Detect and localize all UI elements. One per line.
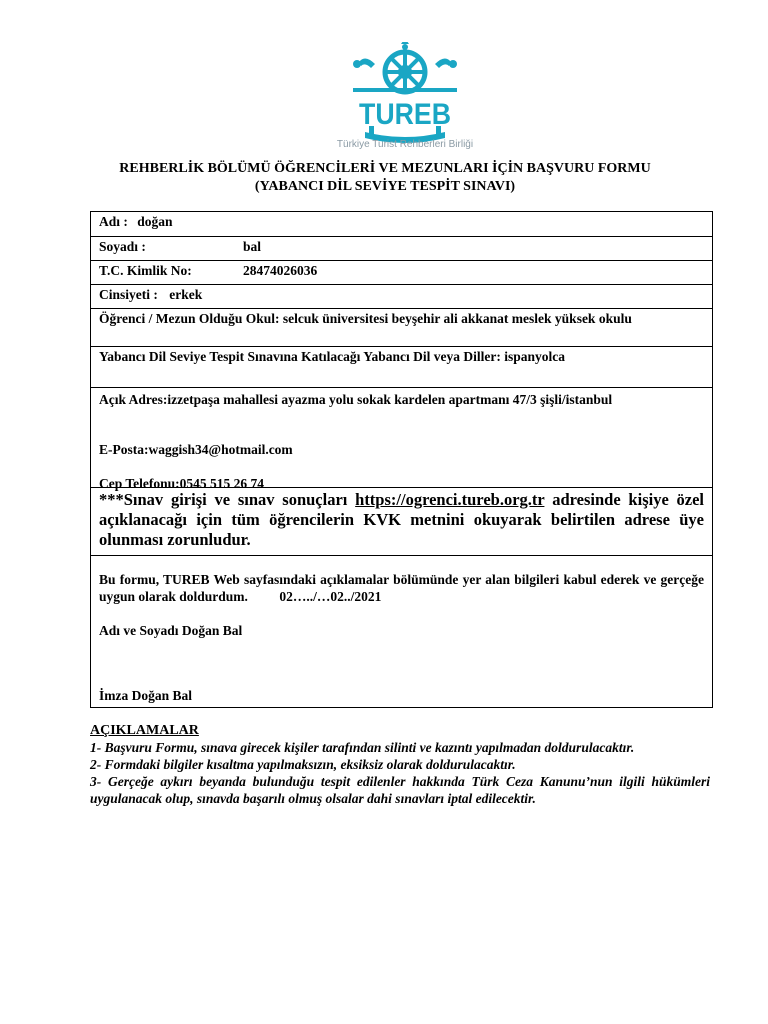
declaration-text: Bu formu, TUREB Web sayfasındaki açıklamalar bölümünde yer alan bilgileri kabul ederek ve gerçeğe uygun olarak doldurdum. bbox=[99, 572, 704, 604]
application-form bbox=[90, 211, 713, 708]
phone-value: 0545 515 26 74 bbox=[179, 476, 265, 491]
gender-row bbox=[91, 285, 712, 309]
logo-text: TUREB bbox=[359, 98, 451, 131]
gender-label: Cinsiyeti : bbox=[99, 287, 158, 302]
notice-prefix: ***Sınav girişi ve sınav sonuçları bbox=[99, 490, 348, 509]
declaration-date: 02…../…02../2021 bbox=[279, 589, 382, 604]
language-value: ispanyolca bbox=[504, 349, 566, 364]
declaration-text-block bbox=[99, 571, 704, 605]
language-row bbox=[91, 347, 712, 388]
name-label: Adı : bbox=[99, 214, 128, 229]
logo-subtitle: Türkiye Turist Rehberleri Birliği bbox=[336, 139, 474, 150]
note-item: 3- Gerçeğe aykırı beyanda bulunduğu tespit edilenler hakkında Türk Ceza Kanunu’nun ilgili hükümleri uygulanacak olup, sınavda başarılı olmuş olsalar dahi sınavları iptal edilecektir. bbox=[90, 774, 710, 806]
applicant-signature: İmza Doğan Bal bbox=[99, 688, 193, 703]
tc-value: 28474026036 bbox=[243, 263, 318, 278]
school-label: Öğrenci / Mezun Olduğu Okul: bbox=[99, 311, 280, 326]
surname-row bbox=[91, 237, 712, 261]
language-label: Yabancı Dil Seviye Tespit Sınavına Katılacağı Yabancı Dil veya Diller: bbox=[99, 349, 501, 364]
school-row bbox=[91, 309, 712, 347]
email-label: E-Posta: bbox=[99, 442, 149, 457]
tc-row bbox=[91, 261, 712, 285]
email-value: waggish34@hotmail.com bbox=[148, 442, 293, 457]
school-value: selcuk üniversitesi beyşehir ali akkanat meslek yüksek okulu bbox=[282, 311, 632, 326]
contact-row bbox=[91, 388, 712, 491]
tureb-logo bbox=[345, 42, 465, 152]
declaration-row bbox=[91, 556, 712, 707]
notice-suffix: adresinde kişiye özel açıklanacağı için tüm öğrencilerin KVK metnini okuyarak belirtilen adrese üye olunması zorunludur. bbox=[99, 490, 705, 549]
phone-label: Cep Telefonu: bbox=[99, 476, 180, 491]
tc-label: T.C. Kimlik No: bbox=[99, 263, 192, 278]
applicant-name: Adı ve Soyadı Doğan Bal bbox=[99, 623, 243, 638]
notice-link[interactable]: https://ogrenci.tureb.org.tr bbox=[355, 490, 545, 509]
note-item: 2- Formdaki bilgiler kısaltma yapılmaksızın, eksiksiz olarak doldurulacaktır. bbox=[90, 757, 516, 772]
notes-section bbox=[90, 722, 710, 807]
name-value: doğan bbox=[137, 214, 173, 229]
note-item: 1- Başvuru Formu, sınava girecek kişiler tarafından silinti ve kazıntı yapılmadan doldurulacaktır. bbox=[90, 740, 635, 755]
notes-heading: AÇIKLAMALAR bbox=[90, 723, 199, 738]
title-line-1: REHBERLİK BÖLÜMÜ ÖĞRENCİLERİ VE MEZUNLARI İÇİN BAŞVURU FORMU bbox=[119, 161, 651, 176]
email-line bbox=[99, 441, 704, 458]
name-row bbox=[91, 212, 712, 237]
gender-value: erkek bbox=[169, 287, 203, 302]
surname-value: bal bbox=[243, 239, 262, 254]
address-line bbox=[99, 391, 704, 408]
title-line-2: (YABANCI DİL SEVİYE TESPİT SINAVI) bbox=[254, 179, 516, 194]
notice-row bbox=[91, 488, 712, 556]
address-label: Açık Adres: bbox=[99, 392, 168, 407]
surname-label: Soyadı : bbox=[99, 239, 146, 254]
page-title bbox=[60, 160, 710, 196]
address-value: izzetpaşa mahallesi ayazma yolu sokak kardelen apartmanı 47/3 şişli/istanbul bbox=[167, 392, 613, 407]
